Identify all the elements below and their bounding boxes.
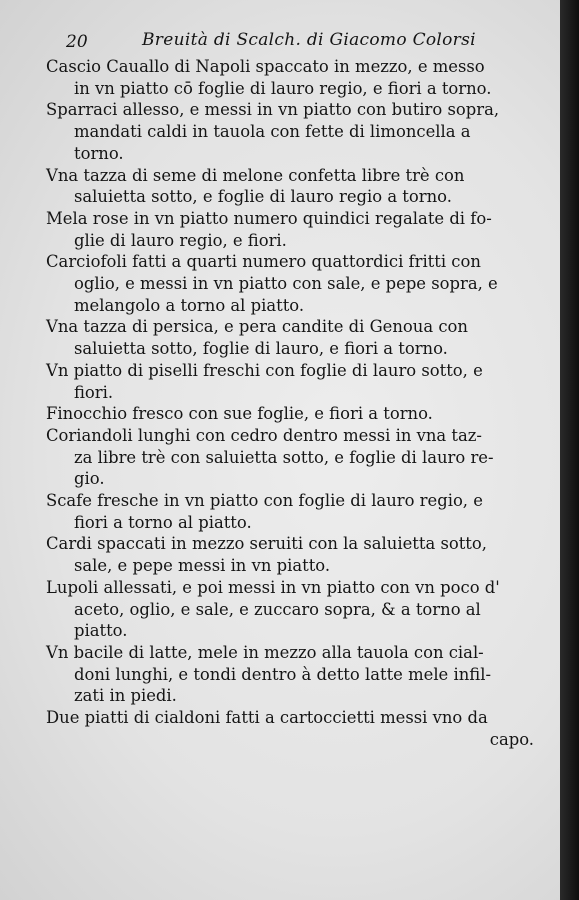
entry-line: sale, e pepe messi in vn piatto. <box>74 556 331 576</box>
entry-line: mandati caldi in tauola con fette di limoncella a <box>74 122 471 142</box>
menu-entry <box>46 208 554 251</box>
entry-line: Vn bacile di latte, mele in mezzo alla tauola con cial- <box>46 642 484 662</box>
entry-line: torno. <box>74 143 124 163</box>
recipe-list <box>46 56 554 751</box>
book-gutter-edge <box>560 0 579 900</box>
entry-line: Scafe fresche in vn piatto con foglie di lauro regio, e <box>46 491 483 511</box>
menu-entry <box>46 251 554 316</box>
entry-line: Vn piatto di piselli freschi con foglie di lauro sotto, e <box>46 360 483 380</box>
entry-line: Cascio Cauallo di Napoli spaccato in mezzo, e messo <box>46 57 485 76</box>
entry-line: Sparraci allesso, e messi in vn piatto con butiro sopra, <box>46 100 500 120</box>
menu-entry <box>46 490 554 533</box>
menu-entry <box>46 316 554 359</box>
menu-entry <box>46 99 554 164</box>
entry-line: oglio, e messi in vn piatto con sale, e pepe sopra, e <box>74 274 498 294</box>
entry-line: in vn piatto cō foglie di lauro regio, e fiori a torno. <box>74 78 492 98</box>
menu-entry <box>46 56 554 99</box>
entry-line: doni lunghi, e tondi dentro à detto latte mele infil- <box>74 664 491 684</box>
entry-line: za libre trè con saluietta sotto, e foglie di lauro re- <box>74 447 494 467</box>
running-head: Breuità di Scalch. di Giacomo Colorsi <box>142 30 476 50</box>
page-number: 20 <box>66 32 88 52</box>
menu-entry <box>46 533 554 576</box>
catchword: capo. <box>489 729 534 749</box>
entry-line: Carciofoli fatti a quarti numero quattordici fritti con <box>46 252 481 272</box>
entry-line: fiori a torno al piatto. <box>74 512 252 532</box>
menu-entry <box>46 707 554 729</box>
entry-line: saluietta sotto, foglie di lauro, e fiori a torno. <box>74 339 448 359</box>
entry-line: Finocchio fresco con sue foglie, e fiori a torno. <box>46 404 433 424</box>
entry-line: Cardi spaccati in mezzo seruiti con la saluietta sotto, <box>46 534 487 554</box>
entry-line: piatto. <box>74 621 128 641</box>
entry-line: Lupoli allessati, e poi messi in vn piatto con vn poco d' <box>46 577 500 597</box>
entry-line: Vna tazza di seme di melone confetta libre trè con <box>46 165 465 185</box>
entry-line: melangolo a torno al piatto. <box>74 295 305 315</box>
entry-line: zati in piedi. <box>74 686 177 706</box>
entry-line: fiori. <box>74 382 114 402</box>
page-header <box>0 30 560 56</box>
menu-entry <box>46 165 554 208</box>
menu-entry <box>46 425 554 490</box>
entry-line: Mela rose in vn piatto numero quindici regalate di fo- <box>46 208 492 228</box>
entry-line: glie di lauro regio, e fiori. <box>74 230 287 250</box>
entry-line: Coriandoli lunghi con cedro dentro messi in vna taz- <box>46 425 482 445</box>
menu-entry <box>46 577 554 642</box>
entry-line: saluietta sotto, e foglie di lauro regio a torno. <box>74 187 452 207</box>
menu-entry <box>46 642 554 707</box>
entry-line: Vna tazza di persica, e pera candite di Genoua con <box>46 317 468 337</box>
entry-line: aceto, oglio, e sale, e zuccaro sopra, & a torno al <box>74 599 481 619</box>
menu-entry <box>46 360 554 403</box>
menu-entry <box>46 403 554 425</box>
entry-line: gio. <box>74 469 105 489</box>
entry-line: Due piatti di cialdoni fatti a cartoccietti messi vno da <box>46 708 488 728</box>
